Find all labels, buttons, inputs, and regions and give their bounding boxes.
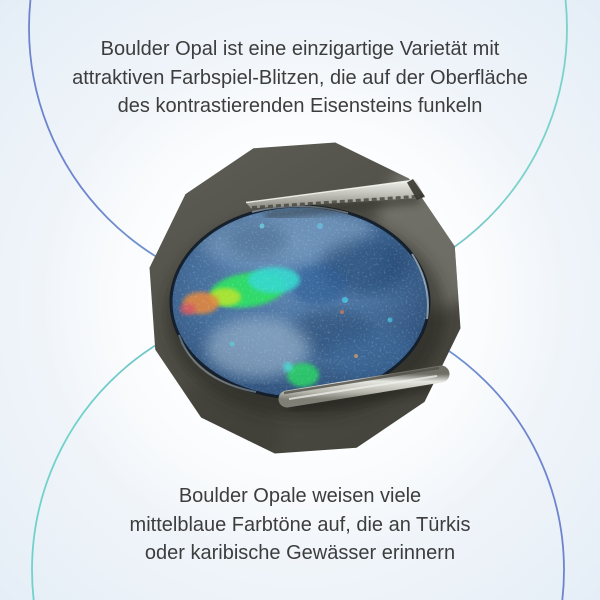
bottom-caption-line-3: oder karibische Gewässer erinnern xyxy=(144,542,456,564)
bottom-caption-line-2: mittelblaue Farbtöne auf, die an Türkis xyxy=(129,513,471,536)
top-caption-line-2: attraktiven Farbspiel-Blitzen, die auf der Oberfläche xyxy=(72,66,528,89)
bottom-caption xyxy=(0,482,600,568)
top-caption-line-3: des kontrastierenden Eisensteins funkeln xyxy=(117,95,483,117)
top-caption xyxy=(0,35,600,121)
top-caption-line-1: Boulder Opal ist eine einzigartige Varietät mit xyxy=(100,38,500,60)
bottom-caption-line-1: Boulder Opale weisen viele xyxy=(178,485,422,507)
